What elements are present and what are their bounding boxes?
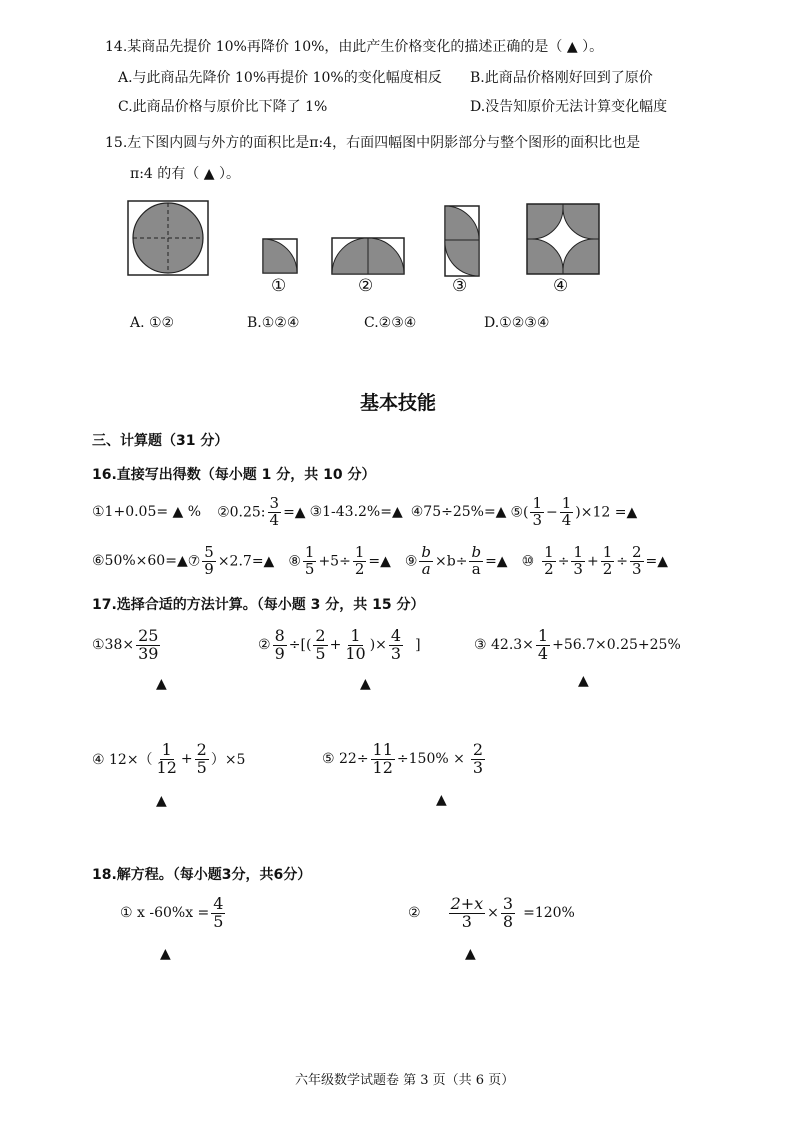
q16-item-4: ④75÷25%=▲ xyxy=(410,504,507,520)
q18-equation-1: ① x -60%x = $\frac{4}{5}$ xyxy=(120,893,224,931)
section-title: 基本技能 xyxy=(360,392,437,414)
figure-1-quarter-circle xyxy=(262,238,298,274)
q17-answer-2: ▲ xyxy=(360,676,371,692)
q16-item-2: ②0.25: $\frac{3}{4}$ =▲ xyxy=(217,493,306,529)
q17-answer-5: ▲ xyxy=(436,792,447,808)
q16-item-8: ⑧ $\frac{1}{5}$ +5÷ $\frac{1}{2}$ =▲ xyxy=(288,542,391,578)
q17-expr-2: ② $\frac{8}{9}$ ÷[( $\frac{2}{5}$ + $\frac{1}{10}$ )× $\frac{4}{3}$ ] xyxy=(258,625,421,663)
figure-2-two-quarter-circles xyxy=(331,237,405,275)
q16-item-1: ①1+0.05= ▲ % xyxy=(92,504,202,520)
q16-item-6: ⑥50%×60=▲ xyxy=(92,553,188,569)
q17-title: 17.选择合适的方法计算。（每小题 3 分，共 15 分） xyxy=(92,597,425,613)
figure-circle-in-square xyxy=(127,200,209,276)
figure-label-2: ② xyxy=(358,276,374,296)
figure-label-3: ③ xyxy=(452,276,468,296)
q17-answer-1: ▲ xyxy=(156,676,167,692)
q15-option-c: C.②③④ xyxy=(364,315,417,331)
q14-option-d: D.没告知原价无法计算变化幅度 xyxy=(470,99,668,115)
figure-3-stacked-quarter-circles xyxy=(444,205,480,277)
part-3-heading: 三、计算题（31 分） xyxy=(92,433,229,449)
q17-expr-1: ①38× $\frac{25}{39}$ xyxy=(92,625,159,663)
figure-4-square-minus-corner-arcs xyxy=(526,203,600,275)
figure-label-4: ④ xyxy=(553,276,569,296)
figure-label-1: ① xyxy=(271,276,287,296)
q17-answer-4: ▲ xyxy=(156,793,167,809)
q16-item-5: ⑤( $\frac{1}{3}$ − $\frac{1}{4}$ )×12 =▲ xyxy=(510,493,638,529)
q17-answer-3: ▲ xyxy=(578,673,589,689)
q15-stem-line2: π:4 的有（ ▲ ）。 xyxy=(130,166,240,182)
q16-title: 16.直接写出得数（每小题 1 分，共 10 分） xyxy=(92,467,376,483)
q16-item-10: ⑩ $\frac{1}{2}$ ÷ $\frac{1}{3}$ + $\frac{1}{2}$ ÷ $\frac{2}{3}$ =▲ xyxy=(521,542,669,578)
q15-stem-line1: 15.左下图内圆与外方的面积比是π:4，右面四幅图中阴影部分与整个图形的面积比也是 xyxy=(105,135,641,151)
q18-equation-2: ② $\frac{2+x}{3}$ × $\frac{3}{8}$ =120% xyxy=(408,893,575,931)
q14-stem: 14.某商品先提价 10%再降价 10%，由此产生价格变化的描述正确的是（ ▲ ）。 xyxy=(105,39,604,55)
q15-option-d: D.①②③④ xyxy=(484,315,550,331)
q14-option-a: A.与此商品先降价 10%再提价 10%的变化幅度相反 xyxy=(118,70,442,86)
q15-option-a: A. ①② xyxy=(130,315,175,331)
page-footer: 六年级数学试题卷 第 3 页（共 6 页） xyxy=(295,1073,515,1088)
q18-title: 18.解方程。（每小题3分，共6分） xyxy=(92,867,312,883)
q14-option-c: C.此商品价格与原价比下降了 1% xyxy=(118,99,328,115)
q16-item-7: ⑦ $\frac{5}{9}$ ×2.7=▲ xyxy=(187,542,275,578)
q18-answer-2: ▲ xyxy=(465,946,476,962)
q14-option-b: B.此商品价格刚好回到了原价 xyxy=(470,70,653,86)
q16-row-1 xyxy=(92,492,637,532)
q16-item-9: ⑨ $\frac{b}{a}$ ×b÷ $\frac{b}{a}$ =▲ xyxy=(404,542,508,578)
q17-expr-5: ⑤ 22÷ $\frac{11}{12}$ ÷150% × $\frac{2}{3}$ xyxy=(322,739,484,777)
q16-item-3: ③1-43.2%=▲ xyxy=(309,504,403,520)
q17-expr-4: ④ 12×（ $\frac{1}{12}$ + $\frac{2}{5}$ ）×5 xyxy=(92,739,246,777)
q17-expr-3: ③ 42.3× $\frac{1}{4}$ +56.7×0.25+25% xyxy=(474,625,681,663)
q15-option-b: B.①②④ xyxy=(247,315,300,331)
q18-answer-1: ▲ xyxy=(160,946,171,962)
q16-row-2 xyxy=(92,540,668,582)
